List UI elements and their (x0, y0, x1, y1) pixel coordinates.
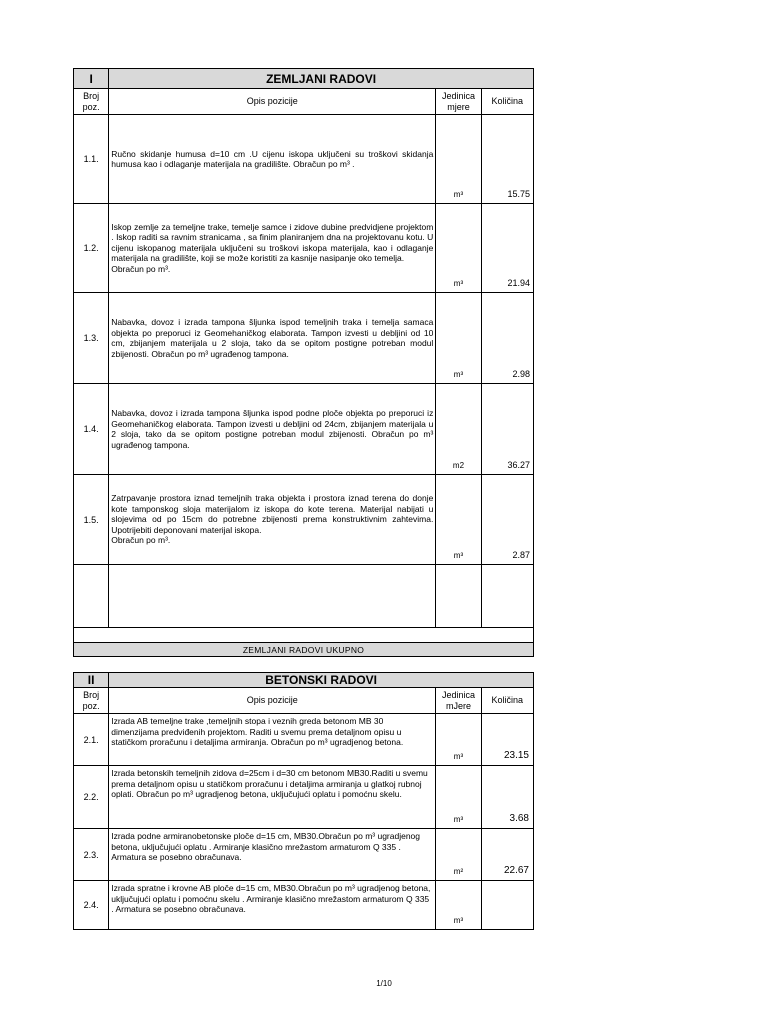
table-row (74, 766, 534, 829)
table-row-empty (74, 565, 534, 628)
section-2-table (73, 672, 534, 930)
item-unit: m³ (436, 766, 481, 829)
item-desc: Zatrpavanje prostora iznad temeljnih traka objekta i prostora iznad terena do donje kote tamponskog sloja materijalom iz iskopa do kote terena. Materijal nabijati u slojevima od po 15cm do potrebne zbijenosti prema konstruktivnim zahtevima. Upotrijebiti deponovani materijal iskopa. Obračun po m³. (109, 475, 436, 565)
section-total-label: ZEMLJANI RADOVI UKUPNO (74, 643, 534, 657)
section-title: ZEMLJANI RADOVI (109, 69, 534, 89)
item-unit: m³ (436, 881, 481, 930)
table-row (74, 714, 534, 766)
table-row (74, 881, 534, 930)
item-qty: 2.87 (481, 475, 533, 565)
item-unit: m³ (436, 204, 481, 293)
table-row (74, 475, 534, 565)
total-row (74, 643, 534, 657)
item-pos: 2.3. (74, 829, 109, 881)
item-pos: 2.1. (74, 714, 109, 766)
header-desc: Opis pozicije (109, 688, 436, 714)
section-1-table (73, 68, 534, 657)
item-unit: m² (436, 829, 481, 881)
header-qty: Količina (481, 688, 533, 714)
item-desc: Nabavka, dovoz i izrada tampona šljunka ispod temeljnih traka i temelja samaca objekta po preporuci iz Geomehaničkog elaborata. Tampon izvesti u debljini od 10 cm, zbijanjem materijala u 2 sloja, tako da se opitom postigne potreban modul zbijenosti. Obračun po m³ ugrađenog tampona. (109, 293, 436, 384)
header-unit: Jedinica mJere (436, 688, 481, 714)
item-qty: 2.98 (481, 293, 533, 384)
item-pos: 1.3. (74, 293, 109, 384)
item-desc: Izrada spratne i krovne AB ploče d=15 cm, MB30.Obračun po m³ ugradjenog betona, uključujući oplatu i pomoćnu skelu . Armiranje klasično mrežastom armaturom Q 335 . Armatura se posebno obračunava. (109, 881, 436, 930)
table-row (74, 204, 534, 293)
table-row (74, 293, 534, 384)
item-pos: 1.4. (74, 384, 109, 475)
item-unit: m³ (436, 293, 481, 384)
item-qty: 15.75 (481, 115, 533, 204)
item-pos: 1.2. (74, 204, 109, 293)
item-desc: Izrada podne armiranobetonske ploče d=15 cm, MB30.Obračun po m³ ugradjenog betona, uključujući oplatu . Armiranje klasično mrežastom armaturom Q 335 . Armatura se posebno obračunava. (109, 829, 436, 881)
item-pos: 2.2. (74, 766, 109, 829)
item-desc: Izrada betonskih temeljnih zidova d=25cm i d=30 cm betonom MB30.Raditi u svemu prema detaljnom opisu u statičkom proračunu i detaljima armiranja u glatkoj rubnoj oplati. Obračun po m³ ugradjenog betona, uključujući oplatu i pomoćnu skelu. (109, 766, 436, 829)
page-number: 1/10 (376, 979, 392, 988)
item-unit: m³ (436, 714, 481, 766)
item-unit: m³ (436, 115, 481, 204)
item-qty: 23.15 (481, 714, 533, 766)
header-pos: Broj poz. (74, 89, 109, 115)
item-desc: Nabavka, dovoz i izrada tampona šljunka ispod podne ploče objekta po preporuci iz Geomehaničkog elaborata. Tampon izvesti u debljini od 24cm, zbijanjem materijala u 2 sloja, tako da se opitom postigne potreban modul zbijenosti. Obračun po m³ ugrađenog tampona. (109, 384, 436, 475)
item-unit: m³ (436, 475, 481, 565)
item-pos: 2.4. (74, 881, 109, 930)
item-desc: Izrada AB temeljne trake ,temeljnih stopa i veznih greda betonom MB 30 dimenzijama predviđenih projektom. Raditi u svemu prema detaljnom opisu u statičkom proračunu i detaljima armiranja. Obračun po m³ ugradjenog betona. (109, 714, 436, 766)
section-title: BETONSKI RADOVI (109, 673, 534, 688)
item-pos: 1.1. (74, 115, 109, 204)
item-pos: 1.5. (74, 475, 109, 565)
header-desc: Opis pozicije (109, 89, 436, 115)
header-unit: Jedinica mjere (436, 89, 481, 115)
header-qty: Količina (481, 89, 533, 115)
item-qty: 36.27 (481, 384, 533, 475)
table-row (74, 384, 534, 475)
table-row (74, 115, 534, 204)
table-row (74, 829, 534, 881)
item-desc: Iskop zemlje za temeljne trake, temelje samce i zidove dubine predvidjene projektom . Iskop raditi sa ravnim stranicama , sa finim planiranjem dna na projektovanu kotu. U cijenu iskopanog materijala uključeni su troškovi iskopa materijala, kao i odlaganje materijala na gradilište, koji se može koristiti za kasnije nasipanje oko temelja. Obračun po m³. (109, 204, 436, 293)
spacer-row (74, 628, 534, 643)
item-desc: Ručno skidanje humusa d=10 cm .U cijenu iskopa uključeni su troškovi skidanja humusa kao i odlaganje materijala na gradilište. Obračun po m³ . (109, 115, 436, 204)
item-qty: 3.68 (481, 766, 533, 829)
header-pos: Broj poz. (74, 688, 109, 714)
section-number: II (74, 673, 109, 688)
item-unit: m2 (436, 384, 481, 475)
item-qty (481, 881, 533, 930)
section-number: I (74, 69, 109, 89)
item-qty: 21.94 (481, 204, 533, 293)
item-qty: 22.67 (481, 829, 533, 881)
